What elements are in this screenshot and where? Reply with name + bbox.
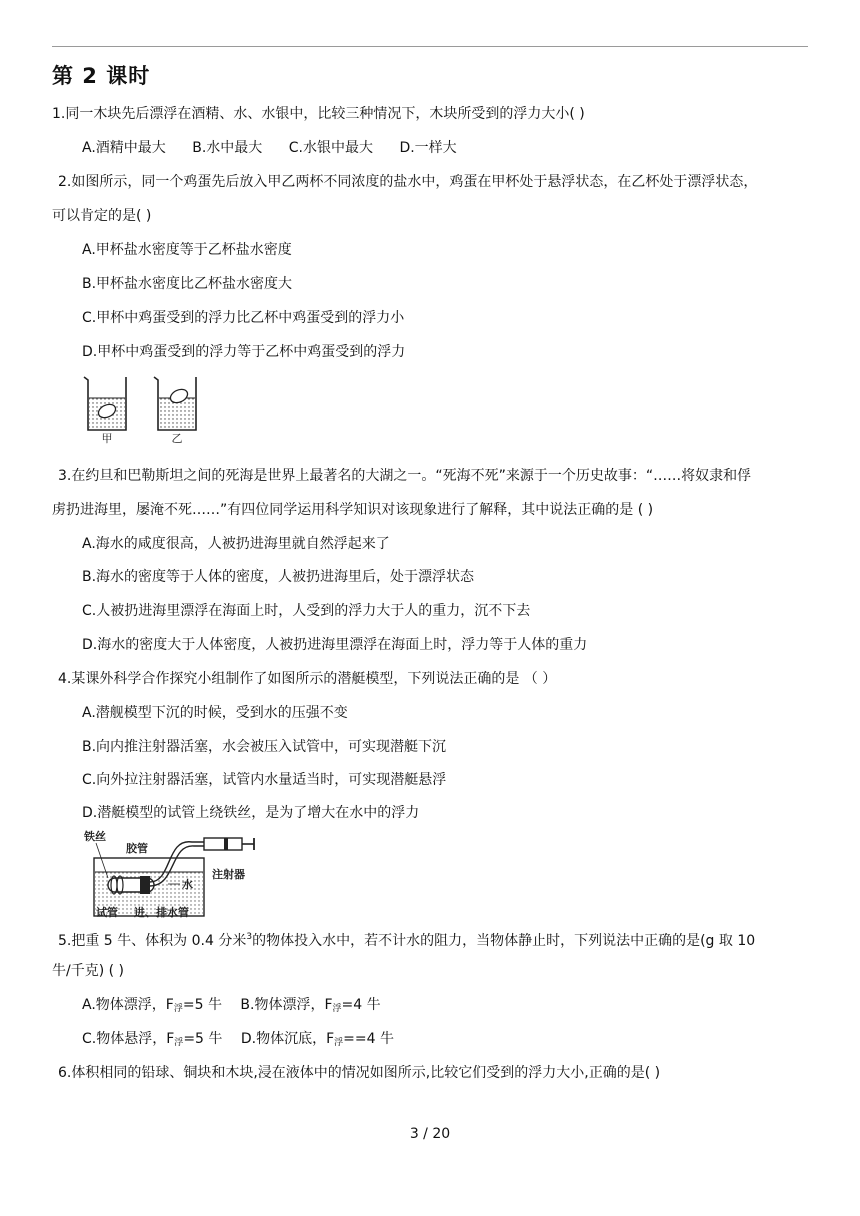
q2-stem-line2: 可以肯定的是( ) xyxy=(52,208,152,224)
page-number: 3 / 20 xyxy=(409,1126,451,1142)
beaker-right xyxy=(154,377,196,445)
q5-stem-part2: 的物体投入水中，若不计水的阻力，当物体静止时，下列说法中正确的是(g 取 10 xyxy=(252,933,756,949)
q6-stem: 6.体积相同的铅球、铜块和木块,浸在液体中的情况如图所示,比较它们受到的浮力大小,正确的是( ) xyxy=(58,1065,661,1081)
beaker-left xyxy=(84,377,126,445)
q5-options-row1 xyxy=(82,995,381,1019)
q5-options-row2 xyxy=(82,1029,394,1053)
q2-beaker-figure xyxy=(80,374,210,446)
q1-stem: 1.同一木块先后漂浮在酒精、水、水银中，比较三种情况下，木块所受到的浮力大小( ) xyxy=(52,106,585,122)
q4-stem: 4.某课外科学合作探究小组制作了如图所示的潜艇模型，下列说法正确的是 （ ） xyxy=(58,671,557,687)
q5-stem-sup: 3 xyxy=(246,932,253,942)
q2-option-d: D.甲杯中鸡蛋受到的浮力等于乙杯中鸡蛋受到的浮力 xyxy=(82,344,406,360)
syringe-barrel xyxy=(204,838,242,850)
q5-stem-line1 xyxy=(58,927,755,951)
q1-option-d: D.一样大 xyxy=(399,140,457,156)
q3-option-b: B.海水的密度等于人体的密度，人被扔进海里后，处于漂浮状态 xyxy=(82,569,475,585)
label-wire: 铁丝 xyxy=(84,830,106,843)
q2-option-a: A.甲杯盐水密度等于乙杯盐水密度 xyxy=(82,242,292,258)
q3-option-a: A.海水的咸度很高，人被扔进海里就自然浮起来了 xyxy=(82,536,390,552)
label-hose: 胶管 xyxy=(126,842,148,855)
q2-option-b: B.甲杯盐水密度比乙杯盐水密度大 xyxy=(82,276,293,292)
q5-option-d: D.物体沉底，$F_浮==4$ 牛 xyxy=(240,1031,394,1048)
q4-option-b: B.向内推注射器活塞，水会被压入试管中，可实现潜艇下沉 xyxy=(82,739,447,755)
q5-stem-part1: 5.把重 5 牛、体积为 0.4 分米 xyxy=(58,933,247,949)
q2-stem-line1: 2.如图所示，同一个鸡蛋先后放入甲乙两杯不同浓度的盐水中，鸡蛋在甲杯处于悬浮状态，在乙杯处于漂浮状态， xyxy=(58,174,758,190)
q3-option-c: C.人被扔进海里漂浮在海面上时，人受到的浮力大于人的重力，沉不下去 xyxy=(82,603,531,619)
q3-option-d: D.海水的密度大于人体密度，人被扔进海里漂浮在海面上时，浮力等于人体的重力 xyxy=(82,637,588,653)
label-tube: 试管 xyxy=(96,906,118,919)
q2-option-c: C.甲杯中鸡蛋受到的浮力比乙杯中鸡蛋受到的浮力小 xyxy=(82,310,405,326)
label-syringe: 注射器 xyxy=(212,868,245,881)
label-inout: 进、排水管 xyxy=(134,906,189,919)
q5-option-a: A.物体漂浮，$F_浮=5$ 牛 xyxy=(82,997,222,1014)
q5-option-c: C.物体悬浮，$F_浮=5$ 牛 xyxy=(82,1031,223,1048)
q1-options xyxy=(82,138,457,158)
q1-option-b: B.水中最大 xyxy=(192,140,263,156)
header-rule xyxy=(52,46,808,47)
fig-label-right: 乙 xyxy=(171,432,183,445)
q4-option-d: D.潜艇模型的试管上绕铁丝，是为了增大在水中的浮力 xyxy=(82,805,420,821)
q3-stem-line2: 虏扔进海里，屡淹不死……”有四位同学运用科学知识对该现象进行了解释，其中说法正确的是 ( ) xyxy=(52,502,654,518)
q4-option-a: A.潜舰模型下沉的时候，受到水的压强不变 xyxy=(82,705,348,721)
label-water: 水 xyxy=(182,878,193,891)
section-title: 第 2 课时 xyxy=(52,64,151,88)
q5-stem-line2: 牛/千克) ( ) xyxy=(52,963,125,979)
fig-label-left: 甲 xyxy=(101,432,113,445)
q4-option-c: C.向外拉注射器活塞，试管内水量适当时，可实现潜艇悬浮 xyxy=(82,772,447,788)
q3-stem-line1: 3.在约旦和巴勒斯坦之间的死海是世界上最著名的大湖之一。“死海不死”来源于一个历史故事：“……将奴隶和俘 xyxy=(58,468,752,484)
q5-option-b: B.物体漂浮，$F_浮=4$ 牛 xyxy=(240,997,381,1014)
q4-submarine-figure xyxy=(82,828,262,920)
q1-option-a: A.酒精中最大 xyxy=(82,140,166,156)
q1-option-c: C.水银中最大 xyxy=(288,140,373,156)
